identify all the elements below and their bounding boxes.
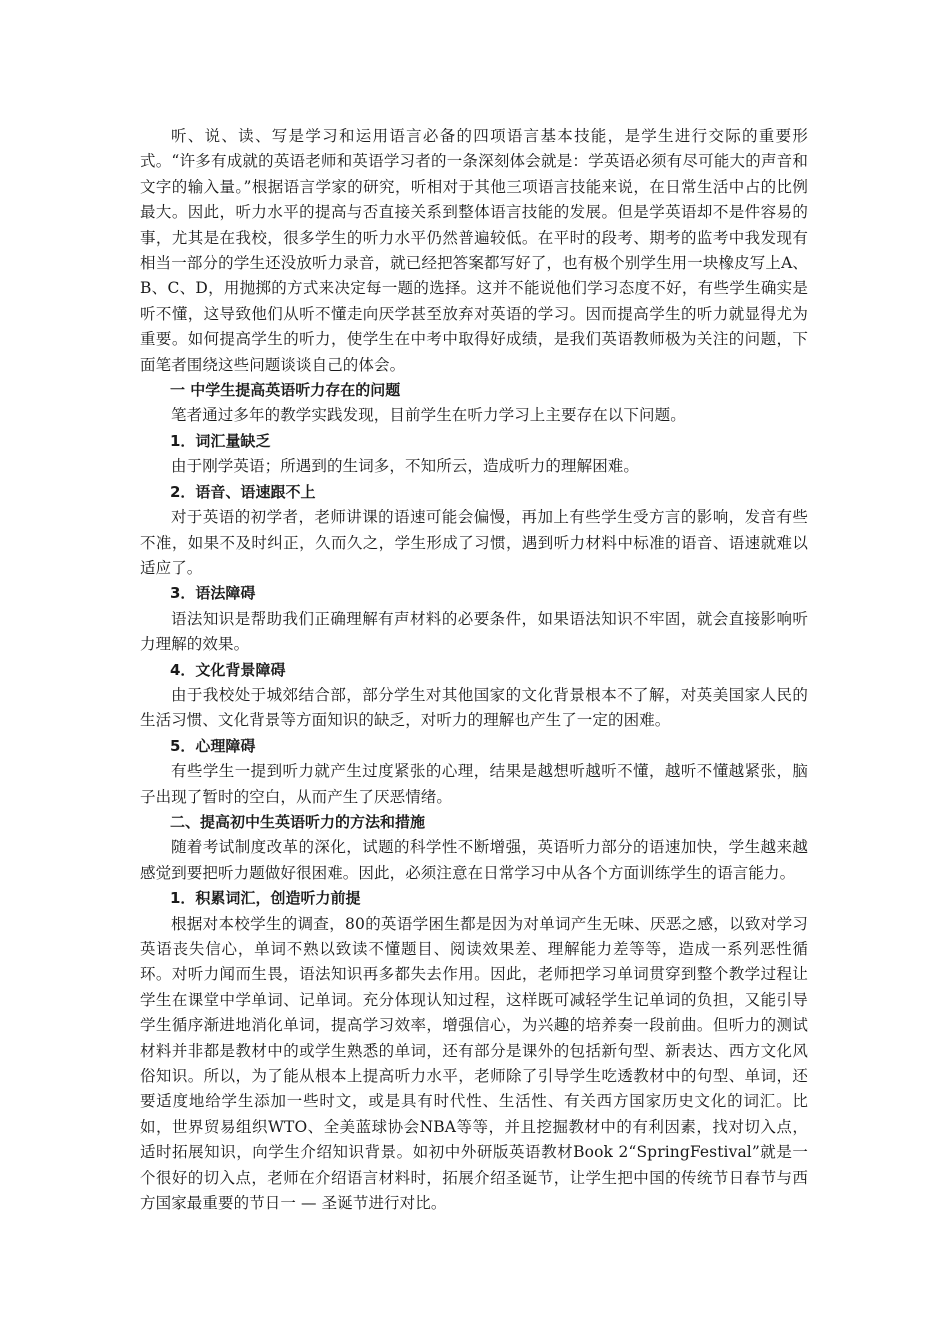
section1-heading: 一 中学生提高英语听力存在的问题 xyxy=(170,381,401,400)
item1-text: 由于刚学英语；所遇到的生词多，不知所云，造成听力的理解困难。 xyxy=(171,457,640,476)
section1-intro: 笔者通过多年的教学实践发现，目前学生在听力学习上主要存在以下问题。 xyxy=(171,406,686,425)
item4-heading: 4．文化背景障碍 xyxy=(170,660,286,679)
section2-heading: 二、提高初中生英语听力的方法和措施 xyxy=(170,812,426,831)
item5-heading: 5．心理障碍 xyxy=(170,736,256,755)
section2-intro: 随着考试制度改革的深化，试题的科学性不断增强，英语听力部分的语速加快，学生越来越感觉到要把听力题做好很困难。因此，必须注意在日常学习中从各个方面训练学生的语言能力。 xyxy=(140,838,808,882)
intro-paragraph: 听、说、读、写是学习和运用语言必备的四项语言基本技能，是学生进行交际的重要形式。“许多有成就的英语老师和英语学习者的一条深刻体会就是：学英语必须有尽可能大的声音和文字的输入量。”根据语言学家的研究，听相对于其他三项语言技能来说，在日常生活中占的比例最大。因此，听力水平的提高与否直接关系到整体语言技能的发展。但是学英语却不是件容易的事，尤其是在我校，很多学生的听力水平仍然普遍较低。在平时的段考、期考的监考中我发现有相当一部分的学生还没放听力录音，就已经把答案都写好了，也有极个别学生用一块橡皮写上A、B、C、D，用抛掷的方式来决定每一题的选择。这并不能说他们学习态度不好，有些学生确实是听不懂，这导致他们从听不懂走向厌学甚至放弃对英语的学习。因而提高学生的听力就显得尤为重要。如何提高学生的听力，使学生在中考中取得好成绩，是我们英语教师极为关注的问题，下面笔者围绕这些问题谈谈自己的体会。 xyxy=(140,127,808,374)
method1-text: 根据对本校学生的调查，80的英语学困生都是因为对单词产生无味、厌恶之感，以致对学习英语丧失信心，单词不熟以致读不懂题目、阅读效果差、理解能力差等等，造成一系列恶性循环。对听力闻而生畏，语法知识再多都失去作用。因此，老师把学习单词贯穿到整个教学过程让学生在课堂中学单词、记单词。充分体现认知过程，这样既可减轻学生记单词的负担，又能引导学生循序渐进地消化单词，提高学习效率，增强信心，为兴趣的培养奏一段前曲。但听力的测试材料并非都是教材中的或学生熟悉的单词，还有部分是课外的包括新句型、新表达、西方文化风俗知识。所以，为了能从根本上提高听力水平，老师除了引导学生吃透教材中的句型、单词，还要适度地给学生添加一些时文，或是具有时代性、生活性、有关西方国家历史文化的词汇。比如，世界贸易组织WTO、全美蓝球协会NBA等等，并且挖掘教材中的有利因素，找对切入点，适时拓展知识，向学生介绍知识背景。如初中外研版英语教材Book 2“SpringFestival”就是一个很好的切入点，老师在介绍语言材料时，拓展介绍圣诞节，让学生把中国的传统节日春节与西方国家最重要的节日一 — 圣诞节进行对比。 xyxy=(140,914,808,1213)
item3-text: 语法知识是帮助我们正确理解有声材料的必要条件，如果语法知识不牢固，就会直接影响听力理解的效果。 xyxy=(140,609,808,654)
item2-heading: 2．语音、语速跟不上 xyxy=(170,482,316,501)
item3-heading: 3．语法障碍 xyxy=(170,584,256,603)
item4-text: 由于我校处于城郊结合部，部分学生对其他国家的文化背景根本不了解，对英美国家人民的生活习惯、文化背景等方面知识的缺乏，对听力的理解也产生了一定的困难。 xyxy=(140,685,808,730)
item2-text: 对于英语的初学者，老师讲课的语速可能会偏慢，再加上有些学生受方言的影响，发音有些不准，如果不及时纠正，久而久之，学生形成了习惯，遇到听力材料中标准的语音、语速就难以适应了。 xyxy=(140,508,808,577)
document-body xyxy=(140,124,808,1216)
item1-heading: 1．词汇量缺乏 xyxy=(170,431,271,450)
item5-text: 有些学生一提到听力就产生过度紧张的心理，结果是越想听越听不懂，越听不懂越紧张，脑子出现了暂时的空白，从而产生了厌恶情绪。 xyxy=(140,762,808,806)
method1-heading: 1．积累词汇，创造听力前提 xyxy=(170,889,361,908)
